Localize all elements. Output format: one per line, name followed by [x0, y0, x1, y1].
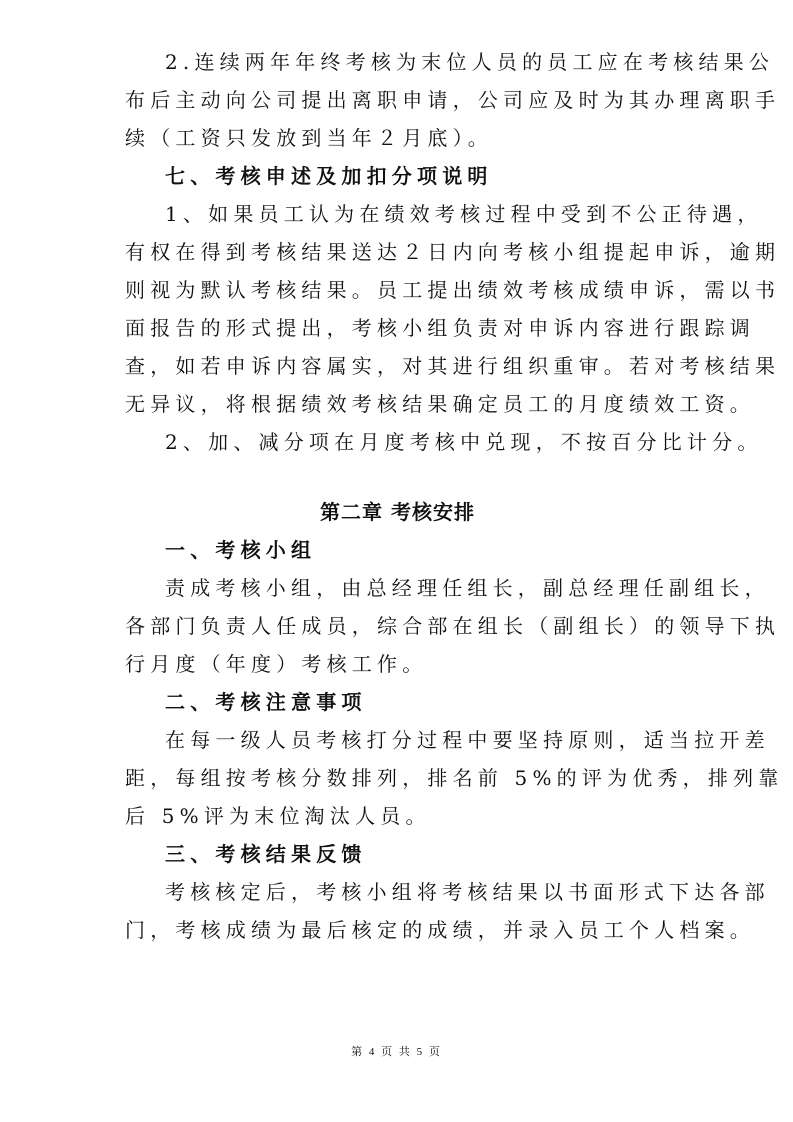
text-line: 1、如果员工认为在绩效考核过程中受到不公正待遇， — [165, 202, 763, 226]
page-footer: 第 4 页 共 5 页 — [351, 1046, 442, 1058]
text-line: 距，每组按考核分数排列，排名前 5%的评为优秀，排列靠 — [125, 766, 784, 790]
chapter-title — [125, 461, 670, 531]
text-line: 面报告的形式提出，考核小组负责对申诉内容进行跟踪调 — [125, 316, 755, 340]
text-line: 则视为默认考核结果。员工提出绩效考核成绩申诉，需以书 — [125, 278, 781, 302]
text-line: 无异议，将根据绩效考核结果确定员工的月度绩效工资。 — [125, 392, 755, 416]
section-heading — [125, 531, 670, 569]
text-line: 一、考核小组 — [165, 538, 317, 562]
text-line: 续（工资只发放到当年２月底）。 — [125, 126, 493, 150]
text-line: 2.连续两年年终考核为末位人员的员工应在考核结果公 — [165, 50, 775, 74]
text-line: 后 5%评为末位淘汰人员。 — [125, 804, 431, 828]
text-line: 2、加、减分项在月度考核中兑现，不按百分比计分。 — [165, 430, 763, 454]
text-line: 有权在得到考核结果送达２日内向考核小组提起申诉，逾期 — [125, 240, 781, 264]
text-line: 考核核定后，考核小组将考核结果以书面形式下达各部 — [165, 880, 770, 904]
document-body — [125, 43, 784, 949]
text-line: 各部门负责人任成员，综合部在组长（副组长）的领导下执 — [125, 614, 781, 638]
text-line: 门，考核成绩为最后核定的成绩，并录入员工个人档案。 — [125, 918, 755, 942]
text-line: 查，如若申诉内容属实，对其进行组织重审。若对考核结果 — [125, 354, 781, 378]
text-line: 责成考核小组，由总经理任组长，副总经理任副组长， — [165, 576, 770, 600]
text-line: 在每一级人员考核打分过程中要坚持原则，适当拉开差 — [165, 728, 770, 752]
section-heading — [125, 835, 670, 873]
text-line: 行月度（年度）考核工作。 — [125, 652, 428, 676]
text-line: 二、考核注意事项 — [165, 690, 367, 714]
paragraph — [125, 873, 770, 949]
paragraph — [125, 43, 781, 157]
paragraph — [125, 195, 781, 423]
section-heading — [125, 157, 670, 195]
text-line: 三、考核结果反馈 — [165, 842, 367, 866]
text-line: 布后主动向公司提出离职申请，公司应及时为其办理离职手 — [125, 88, 781, 112]
paragraph — [125, 423, 763, 461]
paragraph — [125, 721, 784, 835]
text-line: 第二章 考核安排 — [320, 500, 475, 524]
text-line: 七、考核申述及加扣分项说明 — [165, 164, 493, 188]
paragraph — [125, 569, 781, 683]
section-heading — [125, 683, 670, 721]
